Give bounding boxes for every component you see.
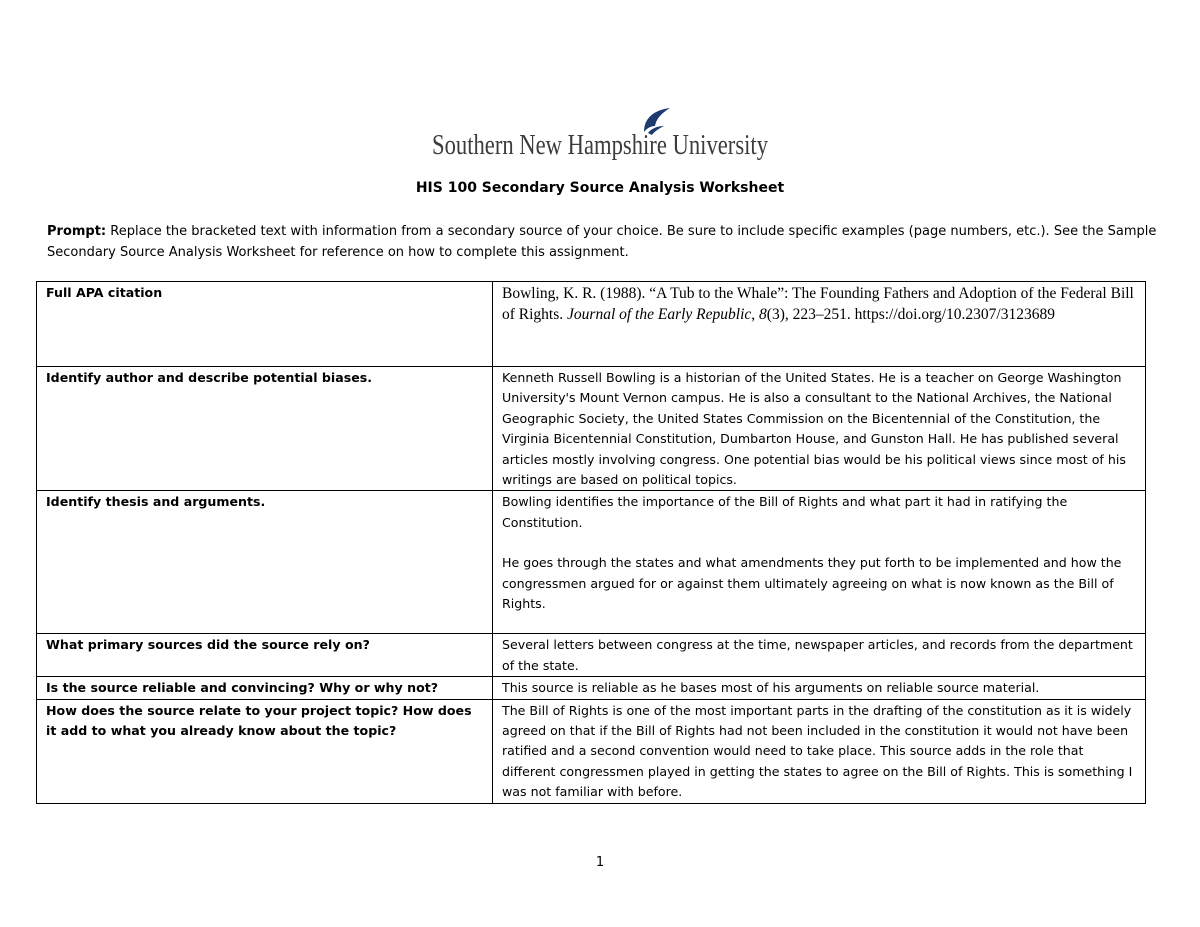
- worksheet-title: HIS 100 Secondary Source Analysis Worksheet: [415, 180, 785, 196]
- analysis-table: [36, 281, 1146, 804]
- citation-text: Bowling, K. R. (1988). “A Tub to the Whale”: The Founding Fathers and Adoption of the Federal Bill of Rights.: [502, 285, 1134, 323]
- question-cell: Identify author and describe potential biases.: [37, 367, 493, 491]
- table-row: [37, 634, 1146, 677]
- prompt-paragraph: [47, 221, 1157, 263]
- question-cell: What primary sources did the source rely on?: [37, 634, 493, 677]
- journal-volume: 8: [759, 306, 767, 323]
- answer-cell: Several letters between congress at the time, newspaper articles, and records from the department of the state.: [493, 634, 1146, 677]
- answer-cell: This source is reliable as he bases most of his arguments on reliable source material.: [493, 677, 1146, 699]
- citation-separator: ,: [751, 306, 760, 323]
- answer-paragraph: He goes through the states and what amendments they put forth to be implemented and how the congressmen argued for or against them ultimately agreeing on what is now known as the Bill of Rights.: [502, 555, 1122, 612]
- prompt-text: Replace the bracketed text with information from a secondary source of your choice. Be sure to include specific examples (page numbers, etc.). See the Sample Secondary Source Analysis Worksheet for reference on how to complete this assignment.: [47, 224, 1157, 260]
- table-row: [37, 491, 1146, 634]
- question-cell: Is the source reliable and convincing? Why or why not?: [37, 677, 493, 699]
- citation-text-end: (3), 223–251. https://doi.org/10.2307/3123689: [766, 306, 1055, 323]
- university-logo: [432, 104, 772, 164]
- table-row: [37, 677, 1146, 699]
- answer-cell: Kenneth Russell Bowling is a historian of the United States. He is a teacher on George Washington University's Mount Vernon campus. He is also a consultant to the National Archives, the National Geographic Society, the United States Commission on the Bicentennial of the Constitution, the Virginia Bicentennial Constitution, Dumbarton House, and Gunston Hall. He has published several articles mostly involving congress. One potential bias would be his political views since most of his writings are based on political topics.: [493, 367, 1146, 491]
- question-cell: How does the source relate to your project topic? How does it add to what you already know about the topic?: [37, 699, 493, 803]
- logo-wordmark: Southern New Hampshire University: [432, 130, 769, 161]
- prompt-label: Prompt:: [47, 224, 107, 239]
- answer-cell: [493, 491, 1146, 634]
- journal-name: Journal of the Early Republic: [567, 306, 752, 323]
- page-number: 1: [595, 855, 605, 870]
- question-cell: Full APA citation: [37, 282, 493, 367]
- apa-citation-cell: [493, 282, 1146, 367]
- table-row: [37, 282, 1146, 367]
- table-row: [37, 699, 1146, 803]
- answer-paragraph: Bowling identifies the importance of the Bill of Rights and what part it had in ratifying the Constitution.: [502, 494, 1068, 530]
- question-cell: Identify thesis and arguments.: [37, 491, 493, 634]
- table-row: [37, 367, 1146, 491]
- answer-cell: The Bill of Rights is one of the most important parts in the drafting of the constitution as it is widely agreed on that if the Bill of Rights had not been included in the constitution it would not have been ratified and a second convention would need to take place. This source adds in the role that different congressmen played in getting the states to agree on the Bill of Rights. This is something I was not familiar with before.: [493, 699, 1146, 803]
